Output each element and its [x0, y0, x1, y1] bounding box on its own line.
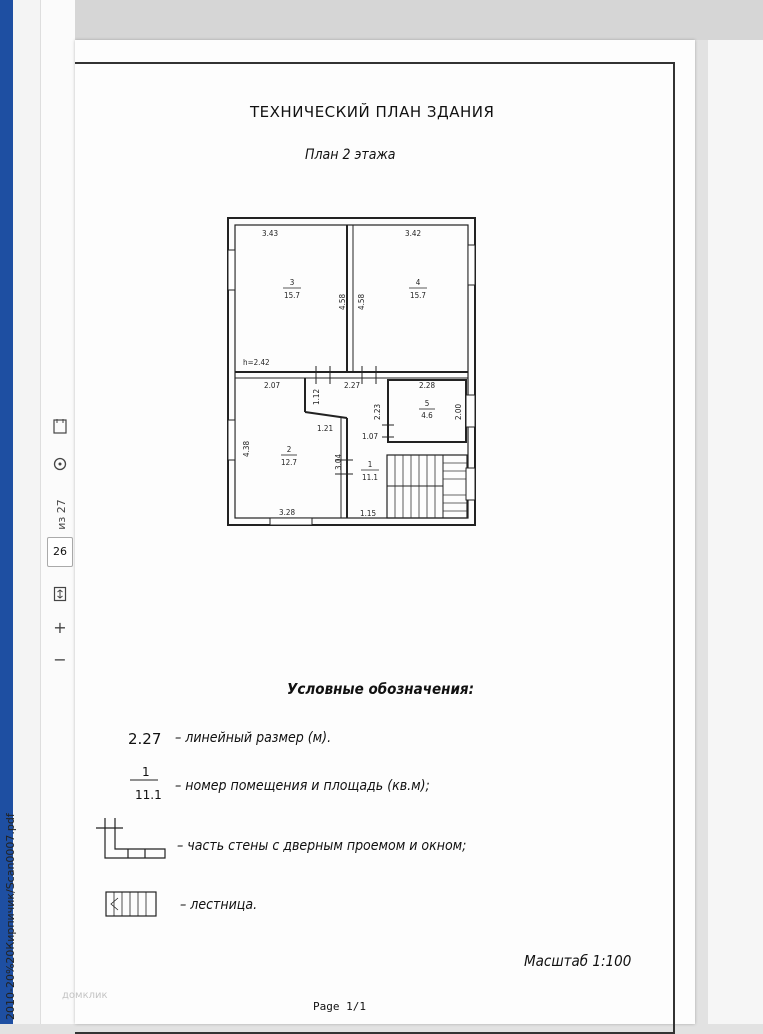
plan-subtitle: План 2 этажа [305, 147, 396, 163]
room-5-area: 4.6 [421, 411, 433, 420]
room-4-number: 4 [415, 278, 421, 287]
stair-symbol-arrow [111, 898, 118, 910]
legend-room-text: – номер помещения и площадь (кв.м); [175, 778, 430, 794]
legend-room-number: 1 [142, 765, 150, 779]
dimension-label: 4.58 [338, 293, 347, 310]
ceiling-height: h=2.42 [243, 358, 270, 367]
room-1-number: 1 [367, 460, 373, 469]
window [228, 250, 235, 290]
plan-title: ТЕХНИЧЕСКИЙ ПЛАН ЗДАНИЯ [250, 103, 495, 121]
dimension-label: 2.28 [419, 381, 436, 390]
scale-label: Масштаб 1:100 [524, 952, 632, 970]
dimension-label: 2.00 [454, 403, 463, 420]
dimension-label: 3.42 [405, 229, 422, 238]
stair-symbol [106, 892, 156, 916]
dimension-label: 1.15 [360, 509, 377, 518]
room-2-number: 2 [286, 445, 292, 454]
watermark: домклик [62, 990, 108, 1001]
room-3-area: 15.7 [283, 291, 301, 300]
zoom-in-button[interactable]: + [53, 618, 67, 637]
dimension-label: 3.28 [279, 508, 296, 517]
room-4-area: 15.7 [409, 291, 427, 300]
dimension-label: 4.38 [242, 440, 251, 457]
wall [305, 412, 347, 418]
dimension-label: 3.04 [334, 453, 343, 470]
zoom-out-button[interactable]: − [53, 650, 67, 669]
room-2-area: 12.7 [280, 458, 298, 467]
room-3-number: 3 [289, 278, 295, 287]
file-name: 2010-20%20Кирпичик/Scan0007.pdf [4, 813, 17, 1020]
window [466, 395, 475, 427]
legend-size-text: – линейный размер (м). [175, 730, 332, 746]
window [228, 420, 235, 460]
room-1-area: 11.1 [361, 473, 379, 482]
dimension-label: 2.07 [264, 381, 281, 390]
wall-symbol [105, 818, 165, 858]
room-5-number: 5 [424, 399, 430, 408]
stair-symbol-steps [111, 892, 146, 916]
page-footer: Page 1/1 [313, 1000, 366, 1013]
dimension-label: 1.07 [362, 432, 379, 441]
legend-size-example: 2.27 [128, 730, 162, 748]
dimension-label: 1.12 [312, 388, 321, 405]
dimension-label: 4.58 [357, 293, 366, 310]
legend-wall-text: – часть стены с дверным проемом и окном; [177, 838, 467, 854]
dimension-label: 2.27 [344, 381, 361, 390]
window [270, 518, 312, 525]
dimension-label: 2.23 [373, 403, 382, 420]
legend-heading: Условные обозначения: [287, 680, 474, 698]
window [468, 245, 475, 285]
dimension-label: 1.21 [317, 424, 334, 433]
page-total: из 27 [54, 499, 68, 530]
window [466, 468, 475, 500]
legend-stair-text: – лестница. [180, 897, 258, 913]
dimension-label: 3.43 [262, 229, 279, 238]
page-number-input[interactable]: 26 [47, 537, 73, 567]
legend-room-area: 11.1 [135, 788, 162, 802]
